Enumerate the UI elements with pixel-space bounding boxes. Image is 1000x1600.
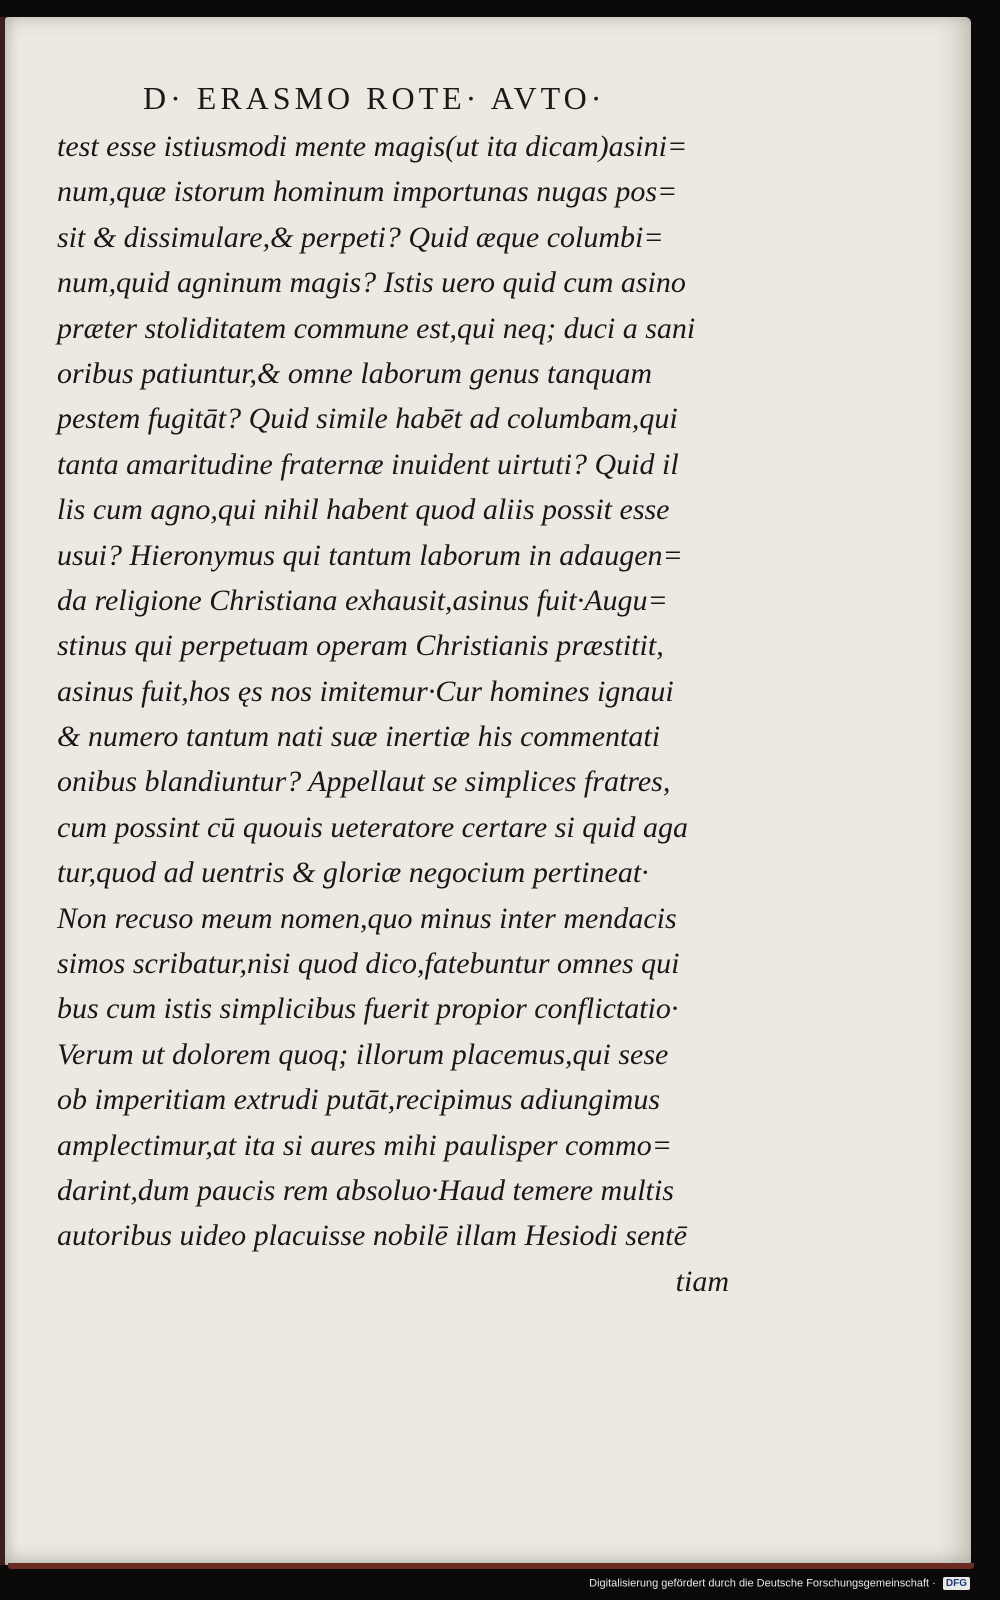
text-line: onibus blandiuntur? Appellaut se simplices fratres, [57, 765, 671, 799]
text-line: cum possint cū quouis ueteratore certare si quid aga [57, 810, 689, 844]
text-line: tanta amaritudine fraternæ inuident uirtuti? Quid il [57, 447, 679, 481]
text-line: lis cum agno,qui nihil habent quod aliis possit esse [57, 493, 670, 527]
text-line: simos scribatur,nisi quod dico,fatebuntur omnes qui [57, 947, 680, 981]
text-line: test esse istiusmodi mente magis(ut ita dicam)asini= [57, 130, 688, 163]
credit-text: Digitalisierung gefördert durch die Deutsche Forschungsgemeinschaft · [589, 1577, 936, 1590]
dfg-logo: DFG [943, 1577, 970, 1590]
text-line: tur,quod ad uentris & gloriæ negocium pertineat· [57, 856, 649, 890]
digitization-credit [589, 1577, 970, 1590]
text-line: & numero tantum nati suæ inertiæ his commentati [57, 720, 661, 754]
text-block [57, 124, 737, 1304]
text-line: da religione Christiana exhausit,asinus fuit·Augu= [57, 583, 668, 617]
text-line: darint,dum paucis rem absoluo·Haud temere multis [57, 1173, 674, 1207]
text-line: oribus patiuntur,& omne laborum genus tanquam [57, 356, 653, 390]
text-line: num,quid agninum magis? Istis uero quid cum asino [57, 266, 686, 300]
text-line: ob imperitiam extrudi putāt,recipimus adiungimus [57, 1083, 661, 1117]
text-line: asinus fuit,hos ęs nos imitemur·Cur homines ignaui [57, 674, 674, 708]
text-line: bus cum istis simplicibus fuerit propior conflictatio· [57, 992, 679, 1026]
text-line: stinus qui perpetuam operam Christianis præstitit, [57, 629, 664, 663]
text-line: usui? Hieronymus qui tantum laborum in adaugen= [57, 538, 683, 572]
catchword: tiam [675, 1264, 729, 1298]
text-line: Non recuso meum nomen,quo minus inter mendacis [57, 901, 677, 935]
text-line: sit & dissimulare,& perpeti? Quid æque columbi= [57, 220, 664, 254]
text-line: præter stoliditatem commune est,qui neq; duci a sani [57, 311, 696, 345]
text-line: num,quæ istorum hominum importunas nugas pos= [57, 175, 678, 209]
page-bottom-edge [8, 1563, 974, 1569]
text-line: Verum ut dolorem quoq; illorum placemus,qui sese [57, 1037, 669, 1071]
running-head: D· ERASMO ROTE· AVTO· [143, 80, 606, 116]
text-line: autoribus uideo placuisse nobilē illam Hesiodi sentē [57, 1219, 687, 1253]
text-line: amplectimur,at ita si aures mihi paulisper commo= [57, 1128, 672, 1162]
text-line: pestem fugitāt? Quid simile habēt ad columbam,qui [57, 402, 678, 436]
